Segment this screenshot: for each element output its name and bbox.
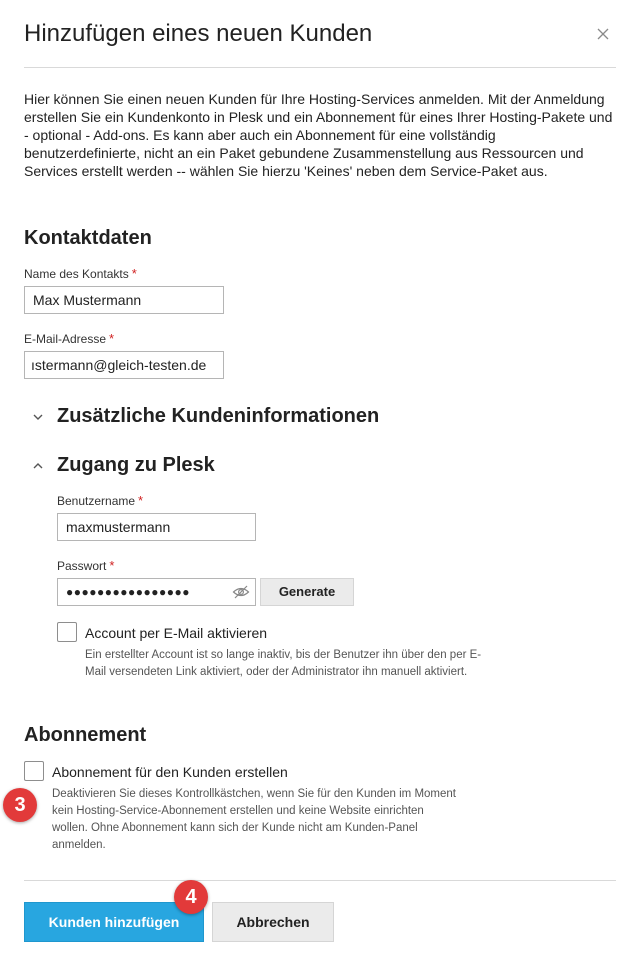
generate-button[interactable]: Generate: [260, 578, 354, 606]
password-input[interactable]: [57, 578, 256, 606]
chevron-up-icon[interactable]: [31, 459, 45, 473]
create-subscription-hint: Deaktivieren Sie dieses Kontrollkästchen, wenn Sie für den Kunden im Moment kein Hosting-Service-Abonnement erstellen und keine Website einrichten wollen. Ohne Abonnement kann sich der Kunde nicht am Kunden-Panel anmelden.: [52, 788, 456, 851]
create-subscription-label[interactable]: Abonnement für den Kunden erstellen: [52, 764, 288, 780]
additional-info-toggle[interactable]: Zusätzliche Kundeninformationen: [57, 405, 380, 427]
annotation-badge-4: 4: [174, 880, 208, 914]
password-label: [57, 558, 114, 573]
activate-account-hint: Ein erstellter Account ist so lange inaktiv, bis der Benutzer ihn über den per E-Mail versendeten Link aktiviert, oder der Administrator ihn manuell aktiviert.: [85, 649, 482, 678]
username-label-text: Benutzername: [57, 494, 136, 508]
required-mark: *: [109, 558, 115, 573]
close-icon[interactable]: [593, 24, 613, 44]
username-input[interactable]: maxmustermann: [57, 513, 256, 541]
contact-name-input[interactable]: Max Mustermann: [24, 286, 224, 314]
header-divider: [24, 67, 616, 68]
create-subscription-checkbox[interactable]: [24, 761, 44, 781]
required-mark: *: [131, 266, 137, 281]
add-customer-button[interactable]: Kunden hinzufügen: [24, 902, 204, 942]
dialog-title: Hinzufügen eines neuen Kunden: [24, 20, 373, 47]
subscription-heading: Abonnement: [24, 724, 147, 746]
name-label-text: Name des Kontakts: [24, 267, 129, 281]
email-label: [24, 331, 114, 346]
chevron-down-icon[interactable]: [31, 410, 45, 424]
password-value: ●●●●●●●●●●●●●●●●: [66, 585, 190, 599]
plesk-access-toggle[interactable]: Zugang zu Plesk: [57, 454, 215, 476]
email-label-text: E-Mail-Adresse: [24, 332, 107, 346]
username-label: [57, 493, 143, 508]
cancel-button[interactable]: Abbrechen: [212, 902, 334, 942]
required-mark: *: [109, 331, 115, 346]
intro-text: Hier können Sie einen neuen Kunden für Ihre Hosting-Services anmelden. Mit der Anmeldung erstellen Sie ein Kundenkonto in Plesk und ein Abonnement für eines Ihrer Hosting-Pakete und - optional - Add-ons. Es kann aber auch ein Abonnement für eine vollständig benutzerdefinierte, nicht an ein Paket gebundene Zusammenstellung aus Ressourcen und Services erstellt werden -- wählen Sie hierzu 'Keines' neben dem Service-Paket aus.: [24, 91, 613, 179]
email-input[interactable]: ıstermann@gleich-testen.de: [24, 351, 224, 379]
activate-account-checkbox[interactable]: [57, 622, 77, 642]
eye-slash-icon[interactable]: [232, 584, 250, 600]
footer-divider: [24, 880, 616, 881]
activate-account-label[interactable]: Account per E-Mail aktivieren: [85, 625, 268, 641]
required-mark: *: [138, 493, 144, 508]
name-label: [24, 266, 137, 281]
password-label-text: Passwort: [57, 559, 107, 573]
annotation-badge-3: 3: [3, 788, 37, 822]
contact-heading: Kontaktdaten: [24, 227, 152, 249]
